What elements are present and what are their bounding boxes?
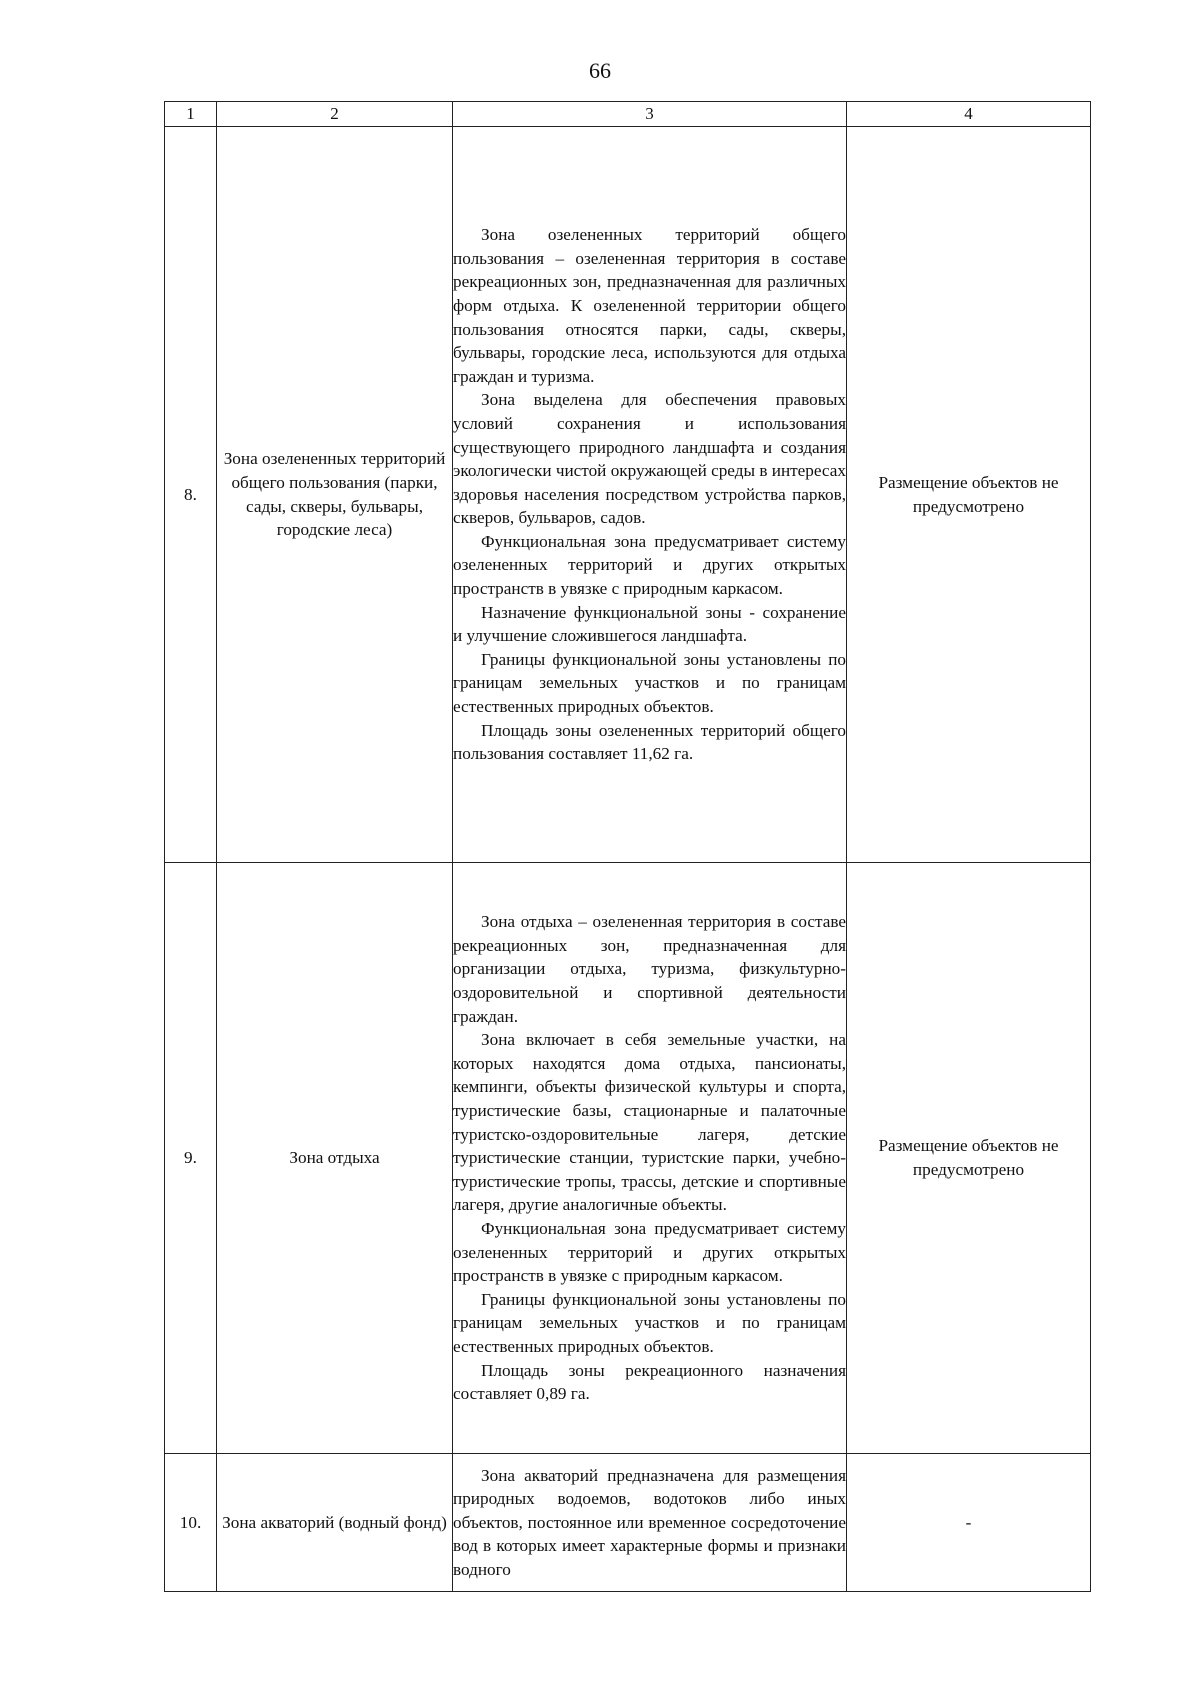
description-paragraph: Назначение функциональной зоны - сохранение и улучшение сложившегося ландшафта. bbox=[453, 602, 846, 646]
objects-placement: Размещение объектов не предусмотрено bbox=[847, 863, 1091, 1454]
description-paragraph: Зона включает в себя земельные участки, на которых находятся дома отдыха, пансионаты, кемпинги, объекты физической культуры и спорта, туристические базы, стационарные и палаточные туристско-оздоровительные лагеря, детские туристические станции, туристские парки, учебно-туристические тропы, трассы, детские и спортивные лагеря, другие аналогичные объекты. bbox=[453, 1030, 846, 1215]
description-paragraph: Зона акваторий предназначена для размещения природных водоемов, водотоков либо иных объектов, постоянное или временное сосредоточение вод в которых имеет характерные формы и признаки водного bbox=[453, 1465, 846, 1579]
table-row bbox=[165, 863, 1091, 1454]
zone-name: Зона акваторий (водный фонд) bbox=[217, 1454, 453, 1592]
table-header-row bbox=[165, 102, 1091, 127]
description-paragraph: Зона озелененных территорий общего пользования – озелененная территория в составе рекреационных зон, предназначенная для различных форм отдыха. К озелененной территории общего пользования относятся парки, сады, скверы, бульвары, городские леса, используются для отдыха граждан и туризма. bbox=[453, 225, 846, 386]
row-number: 9. bbox=[165, 863, 217, 1454]
zone-description bbox=[453, 863, 847, 1454]
column-header-4: 4 bbox=[847, 102, 1091, 127]
zone-name: Зона отдыха bbox=[217, 863, 453, 1454]
column-header-1: 1 bbox=[165, 102, 217, 127]
description-paragraph: Функциональная зона предусматривает систему озелененных территорий и других открытых пространств в увязке с природным каркасом. bbox=[453, 1218, 846, 1286]
objects-placement: Размещение объектов не предусмотрено bbox=[847, 127, 1091, 863]
zone-description bbox=[453, 1454, 847, 1592]
table-row bbox=[165, 127, 1091, 863]
row-number: 8. bbox=[165, 127, 217, 863]
description-paragraph: Площадь зоны рекреационного назначения составляет 0,89 га. bbox=[453, 1360, 846, 1404]
table-row bbox=[165, 1454, 1091, 1592]
zone-name: Зона озелененных территорий общего пользования (парки, сады, скверы, бульвары, городские леса) bbox=[217, 127, 453, 863]
description-paragraph: Зона выделена для обеспечения правовых условий сохранения и использования существующего природного ландшафта и создания экологически чистой окружающей среды в интересах здоровья населения посредством устройства парков, скверов, бульваров, садов. bbox=[453, 390, 846, 528]
objects-placement: - bbox=[847, 1454, 1091, 1592]
page-number: 66 bbox=[589, 58, 611, 83]
zones-table bbox=[164, 101, 1091, 1592]
description-paragraph: Границы функциональной зоны установлены по границам земельных участков и по границам естественных природных объектов. bbox=[453, 1289, 846, 1356]
row-number: 10. bbox=[165, 1454, 217, 1592]
description-paragraph: Границы функциональной зоны установлены по границам земельных участков и по границам естественных природных объектов. bbox=[453, 649, 846, 717]
column-header-3: 3 bbox=[453, 102, 847, 127]
description-paragraph: Функциональная зона предусматривает систему озелененных территорий и других открытых пространств в увязке с природным каркасом. bbox=[453, 531, 846, 599]
column-header-2: 2 bbox=[217, 102, 453, 127]
description-paragraph: Зона отдыха – озелененная территория в составе рекреационных зон, предназначенная для организации отдыха, туризма, физкультурно-оздоровительной и спортивной деятельности граждан. bbox=[453, 912, 846, 1026]
zone-description bbox=[453, 127, 847, 863]
description-paragraph: Площадь зоны озелененных территорий общего пользования составляет 11,62 га. bbox=[453, 720, 846, 764]
